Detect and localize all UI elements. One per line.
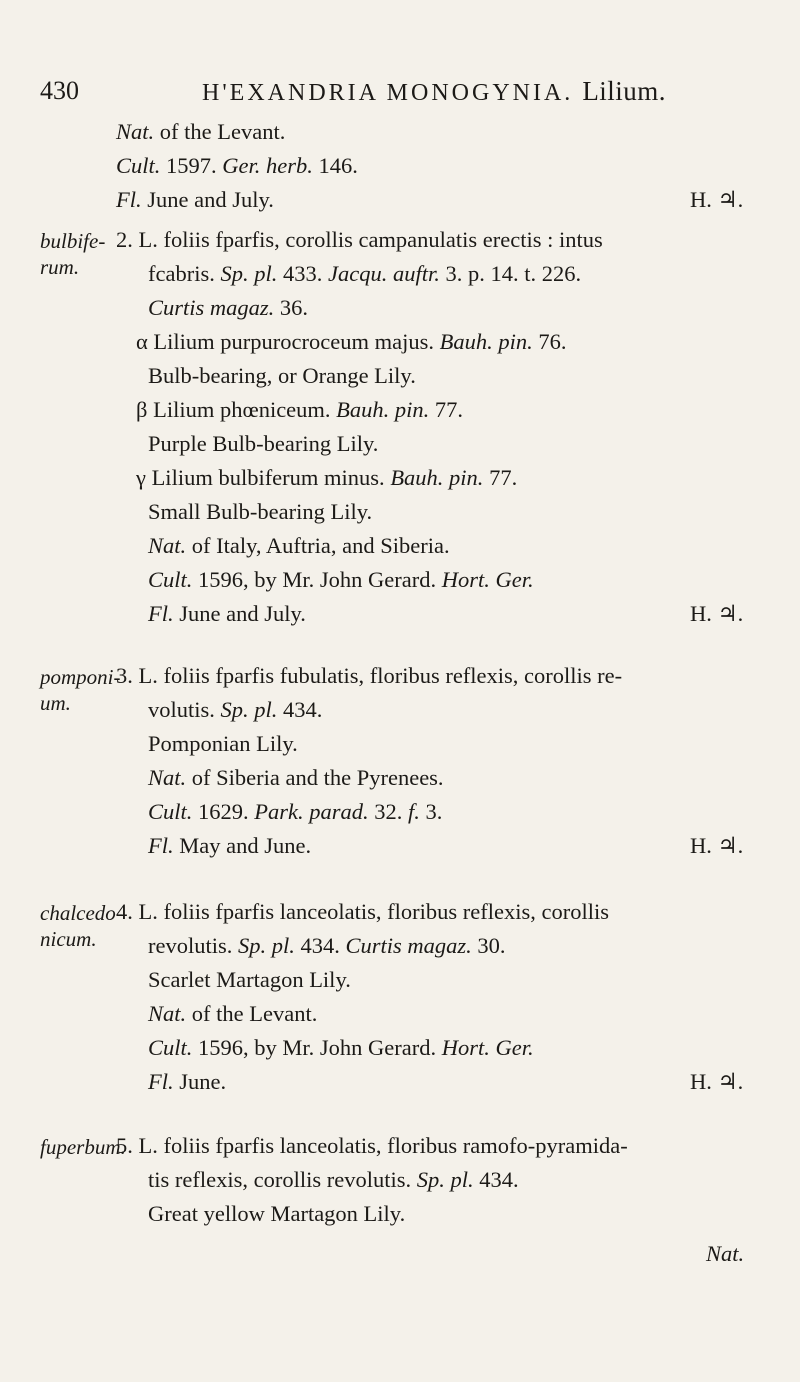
entry-3-line-2: volutis. Sp. pl. 434. [148,697,323,722]
entry-4-line-2: revolutis. Sp. pl. 434. Curtis magaz. 30. [148,933,506,958]
entry-5-line-1: 5. L. foliis fparfis lanceolatis, floribus ramofo-pyramida- [116,1133,628,1158]
entry-3-cult: Cult. 1629. Park. parad. 32. f. 3. [148,799,443,824]
entry-3-common: Pomponian Lily. [148,731,298,756]
entry-4-habit: H. ♃. [690,1069,744,1094]
entry-3-fl: Fl. May and June. [148,833,312,858]
entry-4-nat: Nat. of the Levant. [148,1001,318,1026]
margin-name-chalcedonicum: chalcedo- nicum. [40,901,123,951]
entry-3-line-1: 3. L. foliis fparfis fubulatis, floribus reflexis, corollis re- [116,663,623,688]
entry-2-alpha-common: Bulb-bearing, or Orange Lily. [148,363,416,388]
entry-5-common: Great yellow Martagon Lily. [148,1201,406,1226]
intro-fl-line: Fl. June and July. [116,187,274,212]
entry-2-nat: Nat. of Italy, Auftria, and Siberia. [148,533,450,558]
entry-3-nat: Nat. of Siberia and the Pyrenees. [148,765,444,790]
entry-5-line-2: tis reflexis, corollis revolutis. Sp. pl. 434. [148,1167,519,1192]
entry-2-line-3: Curtis magaz. 36. [148,295,309,320]
entry-4-cult: Cult. 1596, by Mr. John Gerard. Hort. Ger. [148,1035,534,1060]
margin-name-bulbiferum: bulbife- rum. [40,229,106,279]
entry-2-gamma-common: Small Bulb-bearing Lily. [148,499,373,524]
intro-nat-line: Nat. of the Levant. [116,119,286,144]
intro-habit: H. ♃. [690,187,744,212]
entry-2-fl: Fl. June and July. [148,601,306,626]
entry-4-line-1: 4. L. foliis fparfis lanceolatis, floribus reflexis, corollis [116,899,610,924]
page-header [40,76,760,116]
catchword: Nat. [706,1241,745,1266]
entry-4-fl: Fl. June. [148,1069,227,1094]
entry-3-habit: H. ♃. [690,833,744,858]
entry-2-variety-gamma: γ Lilium bulbiferum minus. Bauh. pin. 77. [136,465,518,490]
entry-2-habit: H. ♃. [690,601,744,626]
entry-2-variety-beta: β Lilium phœniceum. Bauh. pin. 77. [136,397,464,422]
running-head: H'EXANDRIA MONOGYNIA. Lilium. [202,76,667,106]
entry-2-variety-alpha: α Lilium purpurocroceum majus. Bauh. pin. 76. [136,329,567,354]
margin-name-pomponium: pomponi- um. [40,665,121,715]
entry-2-beta-common: Purple Bulb-bearing Lily. [148,431,379,456]
entry-2-line-1: 2. L. foliis fparfis, corollis campanulatis erectis : intus [116,227,603,252]
intro-cult-line: Cult. 1597. Ger. herb. 146. [116,153,358,178]
entry-2-line-2: fcabris. Sp. pl. 433. Jacqu. auftr. 3. p. 14. t. 226. [148,261,582,286]
page-number: 430 [40,76,79,105]
entry-4-common: Scarlet Martagon Lily. [148,967,351,992]
entry-2-cult: Cult. 1596, by Mr. John Gerard. Hort. Ger. [148,567,534,592]
margin-name-superbum: fuperbum. [40,1135,126,1159]
